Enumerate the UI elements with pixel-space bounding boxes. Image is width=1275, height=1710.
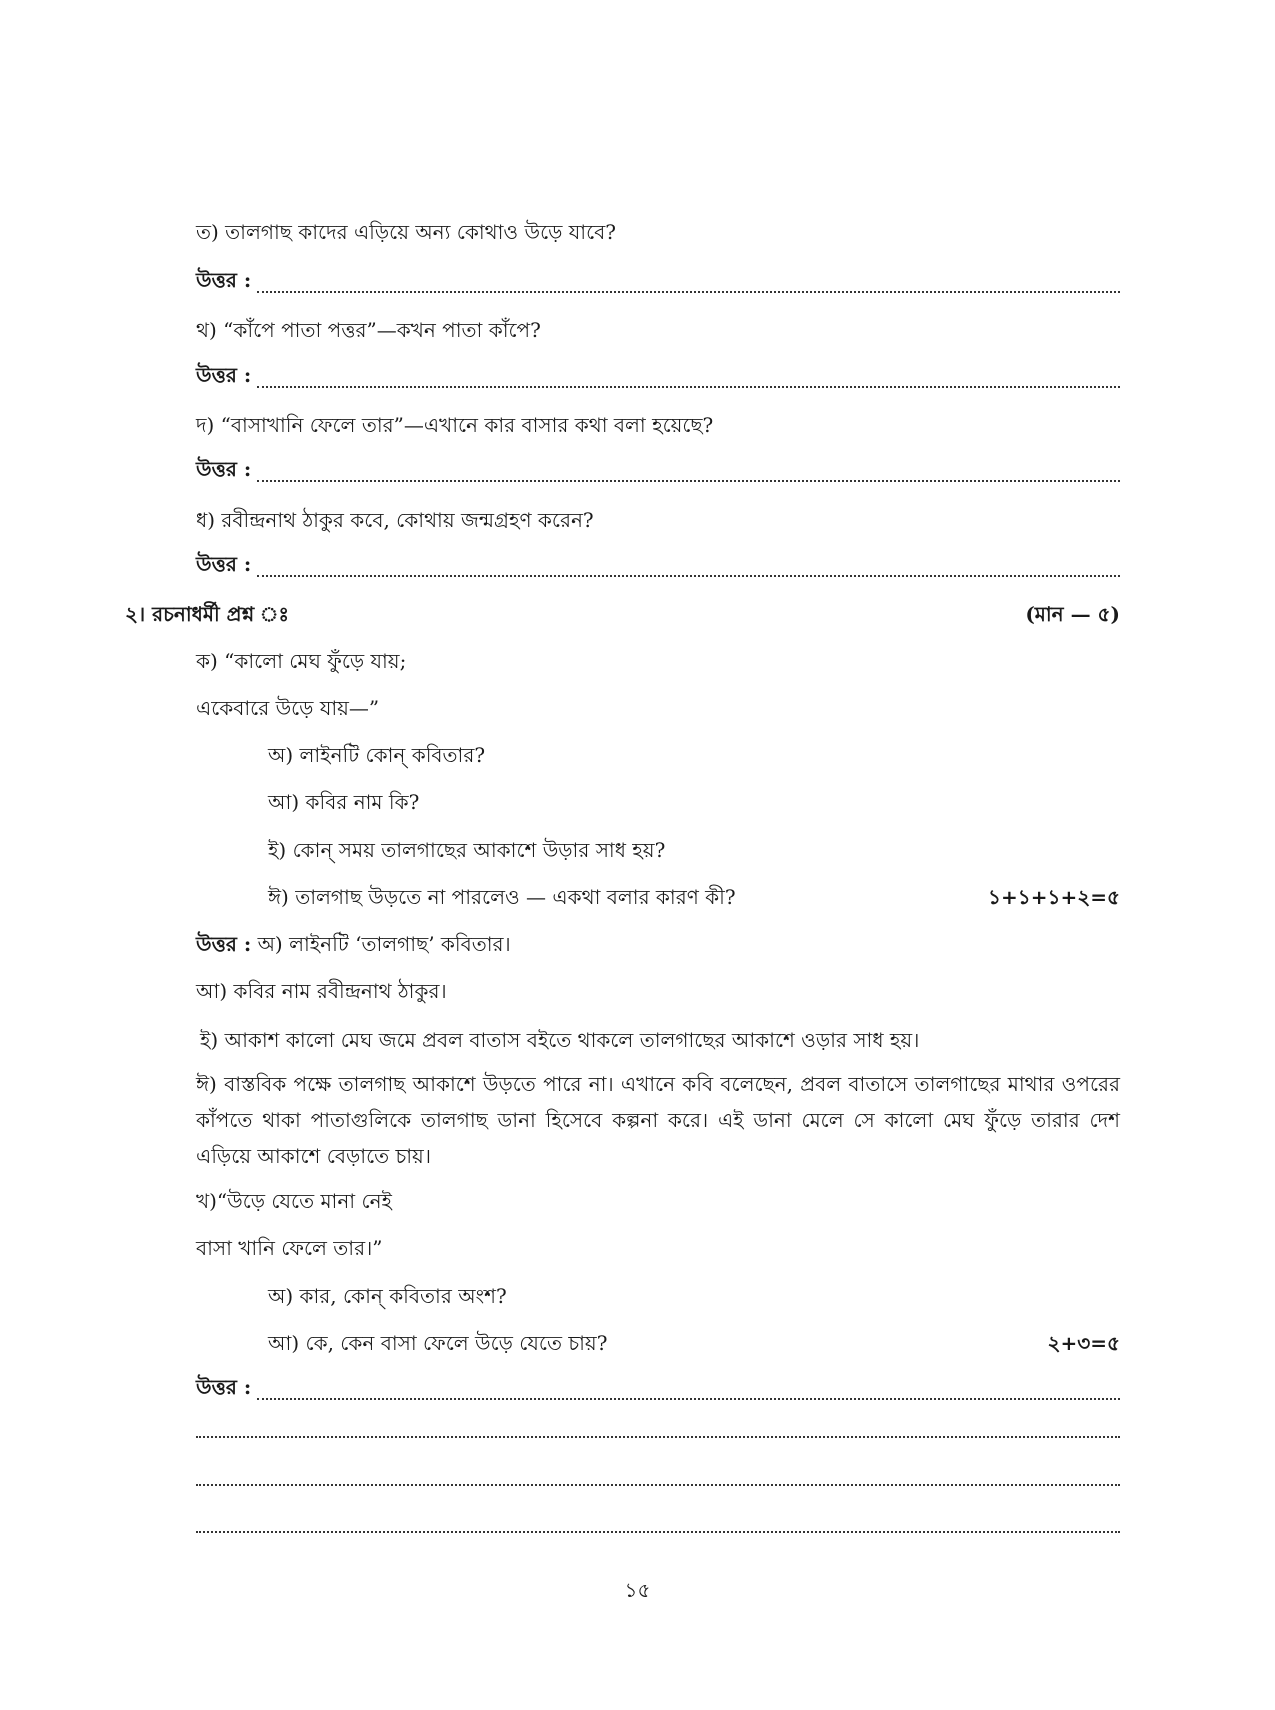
- quote-line-2: একেবারে উড়ে যায়—”: [196, 696, 380, 720]
- question-ta: ত) তালগাছ কাদের এড়িয়ে অন্য কোথাও উড়ে যাবে?: [196, 220, 616, 244]
- answer-a-row: [196, 930, 511, 958]
- sub-question-aa: আ) কবির নাম কি?: [268, 790, 420, 814]
- answer-line: [196, 552, 1120, 583]
- quote-line-1: খ)“উড়ে যেতে মানা নেই: [196, 1189, 392, 1213]
- score-breakdown: ১+১+১+২=৫: [988, 885, 1120, 909]
- answer-line: [196, 457, 1120, 488]
- answer-line: [196, 363, 1120, 394]
- quote-line-2: বাসা খানি ফেলে তার।”: [196, 1236, 383, 1260]
- answer-label: উত্তর :: [196, 268, 252, 292]
- quote-line-1: ক) “কালো মেঘ ফুঁড়ে যায়;: [196, 649, 407, 673]
- sub-question-i: ই) কোন্ সময় তালগাছের আকাশে উড়ার সাধ হয়?: [268, 838, 666, 862]
- question-da: দ) “বাসাখানি ফেলে তার”—এখানে কার বাসার কথা বলা হয়েছে?: [196, 413, 714, 437]
- answer-line: [196, 268, 1120, 299]
- question-tha: থ) “কাঁপে পাতা পত্তর”—কখন পাতা কাঁপে?: [196, 318, 541, 342]
- dotted-line: [257, 291, 1120, 293]
- answer-line: [196, 1375, 1120, 1406]
- answer-label: উত্তর :: [196, 552, 252, 576]
- question-dha: ধ) রবীন্দ্রনাথ ঠাকুর কবে, কোথায় জন্মগ্রহণ করেন?: [196, 508, 594, 532]
- answer-aa: আ) কবির নাম রবীন্দ্রনাথ ঠাকুর।: [196, 979, 447, 1003]
- answer-label: উত্তর :: [196, 363, 252, 387]
- answer-label: উত্তর :: [196, 1375, 252, 1399]
- section-marks: (মান — ৫): [1025, 602, 1120, 626]
- dotted-line: [257, 575, 1120, 577]
- dotted-line: [196, 1531, 1120, 1533]
- page-number: ১৫: [624, 1578, 651, 1602]
- answer-label: উত্তর :: [196, 932, 252, 956]
- answer-i: ই) আকাশ কালো মেঘ জমে প্রবল বাতাস বইতে থাকলে তালগাছের আকাশে ওড়ার সাধ হয়।: [200, 1028, 920, 1052]
- sub-question-aa: আ) কে, কেন বাসা ফেলে উড়ে যেতে চায়?: [268, 1331, 608, 1355]
- answer-label: উত্তর :: [196, 457, 252, 481]
- section-heading: ২। রচনাধর্মী প্রশ্ন ঃ: [125, 602, 290, 626]
- dotted-line: [257, 1398, 1120, 1400]
- dotted-line: [196, 1484, 1120, 1486]
- dotted-line: [257, 480, 1120, 482]
- score-breakdown: ২+৩=৫: [1047, 1331, 1120, 1355]
- dotted-line: [196, 1436, 1120, 1438]
- sub-question-a: অ) কার, কোন্ কবিতার অংশ?: [268, 1284, 507, 1308]
- dotted-line: [257, 386, 1120, 388]
- answer-ii: ঈ) বাস্তবিক পক্ষে তালগাছ আকাশে উড়তে পারে না। এখানে কবি বলেছেন, প্রবল বাতাসে তালগাছের মাথার ওপরের কাঁপতে থাকা পাতাগুলিকে তালগাছ ডানা হিসেবে কল্পনা করে। এই ডানা মেলে সে কালো মেঘ ফুঁড়ে তারার দেশ এড়িয়ে আকাশে বেড়াতে চায়।: [196, 1072, 1120, 1168]
- sub-question-a: অ) লাইনটি কোন্ কবিতার?: [268, 743, 486, 767]
- answer-a: অ) লাইনটি ‘তালগাছ’ কবিতার।: [257, 932, 511, 956]
- sub-question-ii: ঈ) তালগাছ উড়তে না পারলেও — একথা বলার কারণ কী?: [268, 885, 736, 909]
